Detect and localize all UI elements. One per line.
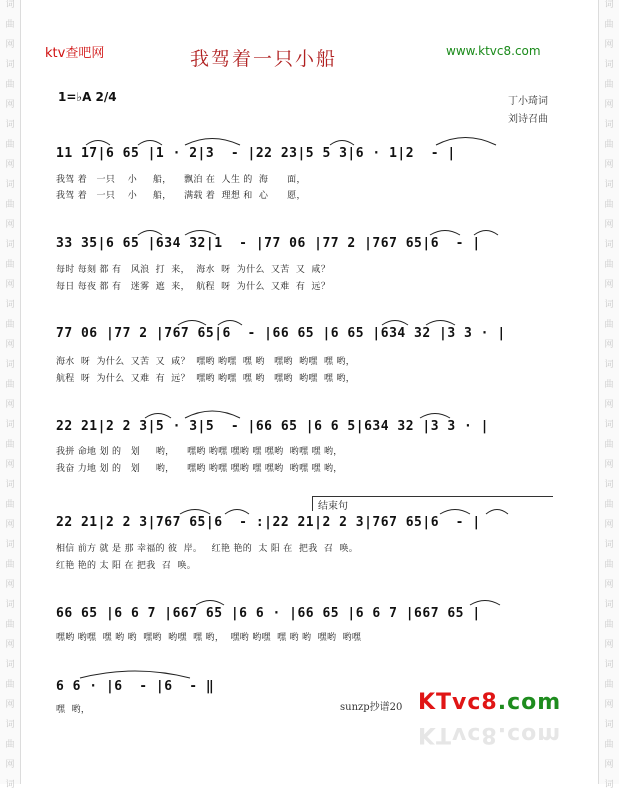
composer-credit: 刘诗召曲 — [508, 114, 548, 125]
logo-text-red: KTvc8 — [418, 690, 498, 715]
watermark-glyph: 曲 — [5, 320, 15, 330]
notation-row-2: 33 35|6 65 |634 32|1 - |77 06 |77 2 |767 65|6 - | — [56, 236, 481, 251]
watermark-glyph: 词 — [5, 720, 15, 730]
watermark-glyph: 网 — [5, 580, 15, 590]
watermark-glyph: 词 — [604, 540, 614, 550]
watermark-glyph: 词 — [604, 780, 614, 790]
watermark-glyph: 词 — [604, 360, 614, 370]
watermark-glyph: 曲 — [604, 440, 614, 450]
notation-row-7: 6 6 · |6 - |6 - ‖ — [56, 679, 215, 694]
watermark-glyph: 曲 — [604, 740, 614, 750]
watermark-glyph: 网 — [5, 160, 15, 170]
watermark-glyph: 曲 — [5, 20, 15, 30]
watermark-glyph: 词 — [604, 420, 614, 430]
watermark-glyph: 曲 — [604, 620, 614, 630]
lyricist-credit: 丁小琦词 — [508, 96, 548, 107]
watermark-glyph: 网 — [604, 160, 614, 170]
watermark-glyph: 词 — [604, 240, 614, 250]
watermark-glyph: 曲 — [5, 140, 15, 150]
watermark-glyph: 网 — [5, 640, 15, 650]
lyric-row-7-verse-1: 嘿 哟， — [56, 705, 91, 715]
watermark-glyph: 网 — [5, 100, 15, 110]
watermark-glyph: 曲 — [5, 380, 15, 390]
watermark-glyph: 曲 — [5, 260, 15, 270]
lyric-row-4-verse-2: 我奋 力地 划 的 划 哟， 嘿哟 哟嘿 嘿哟 嘿 嘿哟 哟嘿 嘿 哟， — [56, 464, 343, 474]
watermark-glyph: 词 — [5, 360, 15, 370]
watermark-glyph: 词 — [5, 420, 15, 430]
watermark-glyph: 词 — [5, 180, 15, 190]
ending-bracket — [312, 496, 553, 511]
watermark-glyph: 词 — [604, 180, 614, 190]
watermark-glyph: 词 — [5, 60, 15, 70]
watermark-glyph: 词 — [5, 600, 15, 610]
watermark-glyph: 曲 — [604, 680, 614, 690]
watermark-glyph: 网 — [604, 760, 614, 770]
watermark-glyph: 曲 — [604, 500, 614, 510]
lyric-row-3-verse-2: 航程 呀 为什么 又难 有 远？ 嘿哟 哟嘿 嘿 哟 嘿哟 哟嘿 嘿 哟， — [56, 374, 356, 384]
logo-reflection: KTvc8.com — [418, 722, 562, 747]
watermark-glyph: 词 — [604, 300, 614, 310]
watermark-glyph: 曲 — [5, 500, 15, 510]
watermark-glyph: 网 — [5, 340, 15, 350]
song-title: 我驾着一只小船 — [190, 48, 338, 70]
key-signature: 1=♭A 2/4 — [58, 90, 117, 104]
lyric-row-3-verse-1: 海水 呀 为什么 又苦 又 咸？ 嘿哟 哟嘿 嘿 哟 嘿哟 哟嘿 嘿 哟， — [56, 357, 356, 367]
watermark-glyph: 网 — [5, 280, 15, 290]
watermark-glyph: 网 — [5, 220, 15, 230]
watermark-glyph: 词 — [604, 120, 614, 130]
watermark-glyph: 曲 — [604, 140, 614, 150]
watermark-glyph: 曲 — [5, 560, 15, 570]
notation-row-5: 22 21|2 2 3|767 65|6 - :|22 21|2 2 3|767 65|6 - | — [56, 515, 481, 530]
watermark-glyph: 词 — [604, 0, 614, 10]
watermark-glyph: 词 — [604, 660, 614, 670]
watermark-glyph: 词 — [604, 600, 614, 610]
notation-row-3: 77 06 |77 2 |767 65|6 - |66 65 |6 65 |634 32 |3 3 · | — [56, 326, 506, 341]
site-name-left[interactable]: ktv查吧网 — [45, 46, 105, 61]
watermark-glyph: 曲 — [5, 440, 15, 450]
watermark-glyph: 网 — [604, 280, 614, 290]
ending-label: 结束句 — [318, 501, 348, 512]
watermark-glyph: 网 — [604, 520, 614, 530]
site-url-right[interactable]: www.ktvc8.com — [446, 44, 541, 58]
watermark-glyph: 网 — [604, 340, 614, 350]
lyric-row-5-verse-1: 相信 前方 就 是 那 幸福的 彼 岸。 红艳 艳的 太 阳 在 把我 召 唤。 — [56, 544, 359, 554]
watermark-glyph: 词 — [5, 0, 15, 10]
lyric-row-4-verse-1: 我拼 命地 划 的 划 哟， 嘿哟 哟嘿 嘿哟 嘿 嘿哟 哟嘿 嘿 哟， — [56, 447, 343, 457]
watermark-glyph: 网 — [5, 700, 15, 710]
transcriber-credit: sunzp抄谱20 — [340, 702, 403, 713]
watermark-glyph: 网 — [5, 520, 15, 530]
watermark-glyph: 网 — [5, 760, 15, 770]
watermark-glyph: 网 — [5, 460, 15, 470]
watermark-glyph: 词 — [5, 780, 15, 790]
watermark-glyph: 网 — [604, 640, 614, 650]
watermark-glyph: 曲 — [604, 380, 614, 390]
watermark-glyph: 曲 — [5, 80, 15, 90]
watermark-glyph: 网 — [5, 400, 15, 410]
watermark-glyph: 网 — [604, 40, 614, 50]
lyric-row-2-verse-1: 每时 每刻 都 有 风浪 打 来， 海水 呀 为什么 又苦 又 咸？ — [56, 265, 331, 275]
notation-row-6: 66 65 |6 6 7 |667 65 |6 6 · |66 65 |6 6 7 |667 65 | — [56, 606, 481, 621]
watermark-glyph: 网 — [5, 40, 15, 50]
watermark-glyph: 曲 — [5, 620, 15, 630]
watermark-glyph: 曲 — [604, 560, 614, 570]
watermark-glyph: 词 — [5, 540, 15, 550]
notation-row-4: 22 21|2 2 3|5 · 3|5 - |66 65 |6 6 5|634 32 |3 3 · | — [56, 419, 489, 434]
watermark-glyph: 曲 — [604, 320, 614, 330]
logo-text-green: .com — [497, 690, 562, 715]
lyric-row-2-verse-2: 每日 每夜 都 有 迷雾 遮 来， 航程 呀 为什么 又难 有 远？ — [56, 282, 331, 292]
lyric-row-1-verse-2: 我驾 着 一只 小 船， 满载 着 理想 和 心 愿， — [56, 191, 306, 201]
watermark-glyph: 曲 — [604, 200, 614, 210]
watermark-glyph: 网 — [604, 700, 614, 710]
watermark-glyph: 词 — [604, 480, 614, 490]
lyric-row-1-verse-1: 我驾 着 一只 小 船， 飘泊 在 人生 的 海 面， — [56, 175, 306, 185]
watermark-glyph: 曲 — [5, 200, 15, 210]
watermark-glyph: 词 — [5, 120, 15, 130]
watermark-glyph: 曲 — [5, 680, 15, 690]
watermark-glyph: 网 — [604, 400, 614, 410]
watermark-glyph: 网 — [604, 580, 614, 590]
watermark-glyph: 曲 — [604, 80, 614, 90]
watermark-glyph: 曲 — [5, 740, 15, 750]
ktvc8-logo[interactable] — [418, 690, 561, 715]
watermark-glyph: 网 — [604, 460, 614, 470]
watermark-glyph: 曲 — [604, 20, 614, 30]
watermark-glyph: 词 — [5, 240, 15, 250]
watermark-glyph: 词 — [604, 720, 614, 730]
watermark-glyph: 词 — [5, 300, 15, 310]
watermark-glyph: 词 — [604, 60, 614, 70]
watermark-glyph: 曲 — [604, 260, 614, 270]
watermark-glyph: 网 — [604, 220, 614, 230]
watermark-glyph: 词 — [5, 480, 15, 490]
watermark-glyph: 网 — [604, 100, 614, 110]
lyric-row-5-verse-2: 红艳 艳的 太 阳 在 把我 召 唤。 — [56, 561, 197, 571]
notation-row-1: 11 17|6 65 |1 · 2|3 - |22 23|5 5 3|6 · 1|2 - | — [56, 146, 456, 161]
lyric-row-6-verse-1: 嘿哟 哟嘿 嘿 哟 哟 嘿哟 哟嘿 嘿 哟， 嘿哟 哟嘿 嘿 哟 哟 嘿哟 哟嘿 — [56, 633, 362, 643]
watermark-glyph: 词 — [5, 660, 15, 670]
